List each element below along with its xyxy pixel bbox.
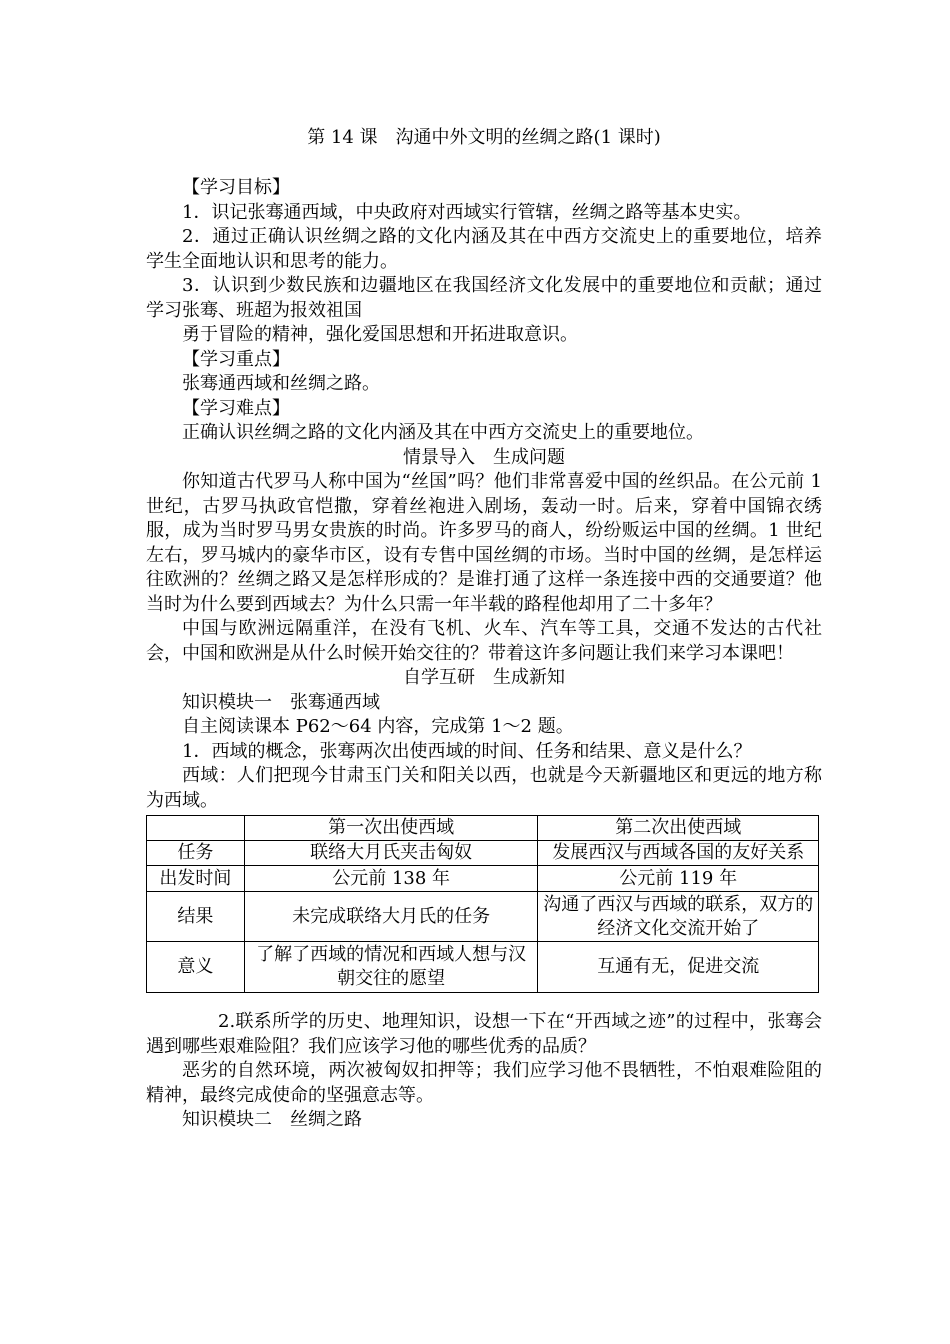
table-header-row xyxy=(147,816,819,841)
focus-text: 张骞通西域和丝绸之路。 xyxy=(182,373,380,394)
lesson-title: 第 14 课 沟通中外文明的丝绸之路(1 课时) xyxy=(307,127,661,148)
intro-paragraph: 你知道古代罗马人称中国为“丝国”吗？他们非常喜爱中国的丝织品。在公元前 1 世纪，古罗马执政官恺撒，穿着丝袍进入剧场，轰动一时。后来，穿着中国锦衣绣服，成为当时罗马男女贵族的时尚。许多罗马的商人，纷纷贩运中国的丝绸。1 世纪左右，罗马城内的豪华市区，设有专售中国丝绸的市场。当时中国的丝绸，是怎样运往欧洲的？丝绸之路又是怎样形成的？是谁打通了这样一条连接中西的交通要道？他当时为什么要到西域去？为什么只需一年半载的路程他却用了二十多年？ xyxy=(146,471,822,615)
table-cell: 意义 xyxy=(147,942,245,993)
goal-item: 1．识记张骞通西域，中央政府对西域实行管辖，丝绸之路等基本史实。 xyxy=(182,201,752,223)
question-1: 1．西域的概念，张骞两次出使西域的时间、任务和结果、意义是什么？ xyxy=(182,740,752,762)
table-row xyxy=(147,841,819,866)
module2-title: 知识模块二 丝绸之路 xyxy=(182,1109,362,1130)
table-row xyxy=(147,942,819,993)
table-header-cell: 第二次出使西域 xyxy=(538,816,819,841)
table-cell: 互通有无，促进交流 xyxy=(538,942,819,993)
table-cell: 发展西汉与西域各国的友好关系 xyxy=(538,841,819,866)
intro-heading: 情景导入 生成问题 xyxy=(403,446,565,468)
table-cell: 未完成联络大月氏的任务 xyxy=(244,892,538,942)
answer-1: 西域：人们把现今甘肃玉门关和阳关以西，也就是今天新疆地区和更远的地方称为西域。 xyxy=(146,765,822,811)
table-cell: 沟通了西汉与西域的联系，双方的经济文化交流开始了 xyxy=(538,892,819,942)
goal-item: 2．通过正确认识丝绸之路的文化内涵及其在中西方交流史上的重要地位，培养学生全面地认识和思考的能力。 xyxy=(146,226,822,272)
table-cell: 公元前 119 年 xyxy=(538,866,819,892)
question-2: 2.联系所学的历史、地理知识，设想一下在“开西域之迹”的过程中，张骞会遇到哪些艰难险阻？我们应该学习他的哪些优秀的品质？ xyxy=(146,1011,822,1057)
module1-title: 知识模块一 张骞通西域 xyxy=(182,691,380,713)
goals-heading: 【学习目标】 xyxy=(182,177,290,198)
goal-item: 勇于冒险的精神，强化爱国思想和开拓进取意识。 xyxy=(182,324,578,345)
table-cell: 公元前 138 年 xyxy=(244,866,538,892)
table-cell: 结果 xyxy=(147,892,245,942)
table-header-cell: 第一次出使西域 xyxy=(244,816,538,841)
answer-2: 恶劣的自然环境，两次被匈奴扣押等；我们应学习他不畏牺牲，不怕艰难险阻的精神，最终完成使命的坚强意志等。 xyxy=(146,1060,822,1106)
goal-item: 3．认识到少数民族和边疆地区在我国经济文化发展中的重要地位和贡献；通过学习张骞、班超为报效祖国 xyxy=(146,275,822,321)
reading-instruction: 自主阅读课本 P62～64 内容，完成第 1～2 题。 xyxy=(182,716,574,737)
table-cell: 联络大月氏夹击匈奴 xyxy=(244,841,538,866)
self-study-heading: 自学互研 生成新知 xyxy=(403,667,565,688)
table-row xyxy=(147,892,819,942)
document-body xyxy=(146,176,822,1133)
table-cell: 出发时间 xyxy=(147,866,245,892)
focus-heading: 【学习重点】 xyxy=(182,348,290,370)
table-header-cell xyxy=(147,816,245,841)
table-row xyxy=(147,866,819,892)
intro-paragraph: 中国与欧洲远隔重洋，在没有飞机、火车、汽车等工具，交通不发达的古代社会，中国和欧洲是从什么时候开始交往的？带着这许多问题让我们来学习本课吧！ xyxy=(146,618,822,664)
difficulty-heading: 【学习难点】 xyxy=(182,397,290,419)
table-cell: 任务 xyxy=(147,841,245,866)
table-cell: 了解了西域的情况和西域人想与汉朝交往的愿望 xyxy=(244,942,538,993)
missions-table xyxy=(146,815,819,993)
difficulty-text: 正确认识丝绸之路的文化内涵及其在中西方交流史上的重要地位。 xyxy=(182,422,704,443)
